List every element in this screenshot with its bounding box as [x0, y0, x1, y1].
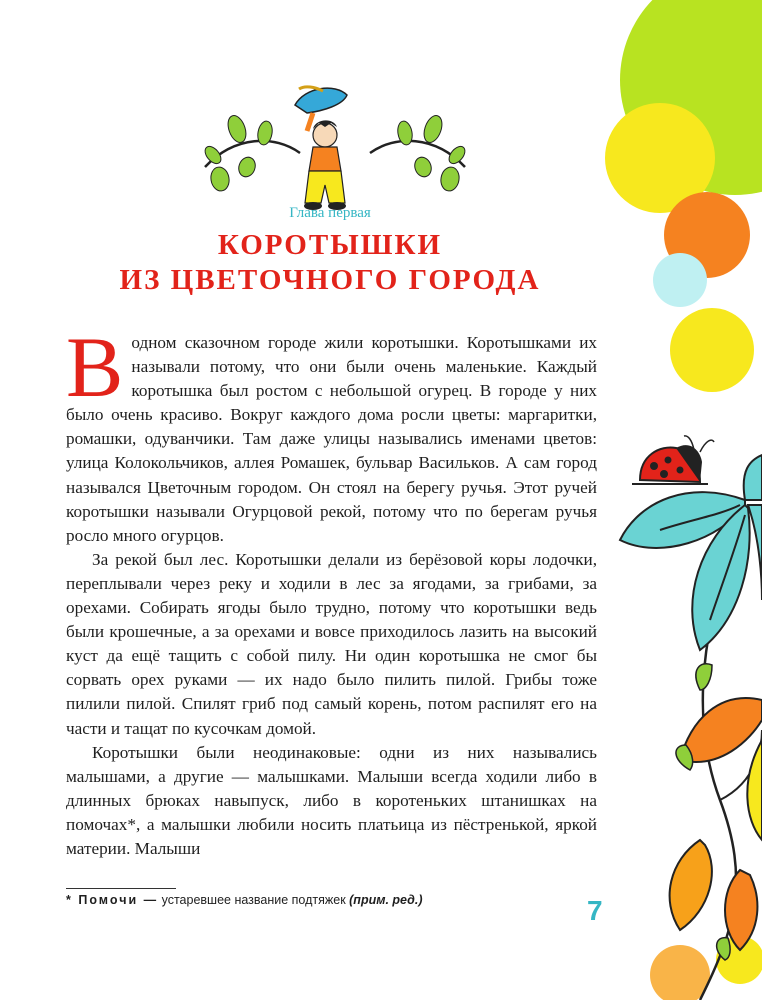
- orange-flower: [670, 698, 762, 950]
- chapter-label: Глава первая: [289, 205, 371, 221]
- yellow-circle-lower: [670, 308, 754, 392]
- body-text: [66, 319, 597, 861]
- right-leaves: [396, 113, 468, 192]
- page-number: 7: [587, 895, 603, 926]
- chapter-title: [60, 228, 600, 298]
- chapter-title-line-2: ИЗ ЦВЕТОЧНОГО ГОРОДА: [119, 264, 541, 296]
- footnote-editor-note: (прим. ред.): [349, 893, 423, 907]
- paragraph-2: За рекой был лес. Коротышки делали из берёзовой коры лодочки, переплывали через реку и ходили в лес за ягодами, за грибами, за орехами. Собирать ягоды было трудно, потому что коротышки ведь были крошечные, а за орехами и вовсе приходилось лазить на высокий куст да ещё тащить с собой пилу. Ни один коротышка не смог бы сорвать орех руками — их надо было пилить пилой. Грибы тоже пилили пилой. Спилят гриб под самый корень, потом распилят его на части и тащат по кусочкам домой.: [66, 549, 597, 738]
- footnote-term: * Помочи —: [66, 893, 159, 907]
- paragraph-1-text: одном сказочном городе жили коротышки. Коротышками их называли потому, что они были очень маленькие. Каждый коротышка был ростом с небольшой огурец. В городе у них было очень красиво. Вокруг каждого дома росли цветы: маргаритки, ромашки, одуванчики. Там даже улицы назывались именами цветов: улица Колокольчиков, аллея Ромашек, бульвар Васильков. А сам город назывался Цветочным городом. Он стоял на берегу ручья. Этот ручей коротышки называли Огурцовой рекой, потому что по берегам ручья росло много огурцов.: [66, 333, 597, 545]
- cyan-circle: [653, 253, 707, 307]
- footnote-divider: [66, 888, 176, 889]
- ladybug-icon: [632, 436, 714, 484]
- orange-circle-bottom: [650, 945, 710, 1000]
- chapter-title-line-1: КОРОТЫШКИ: [217, 229, 443, 261]
- drop-cap: В: [66, 319, 124, 415]
- paragraph-1: [66, 319, 597, 548]
- footnote: [66, 893, 586, 907]
- left-leaves: [202, 113, 274, 192]
- footnote-text: устаревшее название подтяжек: [158, 893, 350, 907]
- paragraph-3: Коротышки были неодинаковые: одни из них назывались малышами, а другие — малышками. Малыши всегда ходили либо в длинных брюках навыпуск, либо в коротеньких штанишках на помочах*, а малышки любили носить платьица из пёстренькой, яркой материи. Малыши: [66, 742, 597, 858]
- header-illustration: [195, 85, 475, 215]
- dunno-character: [295, 87, 347, 210]
